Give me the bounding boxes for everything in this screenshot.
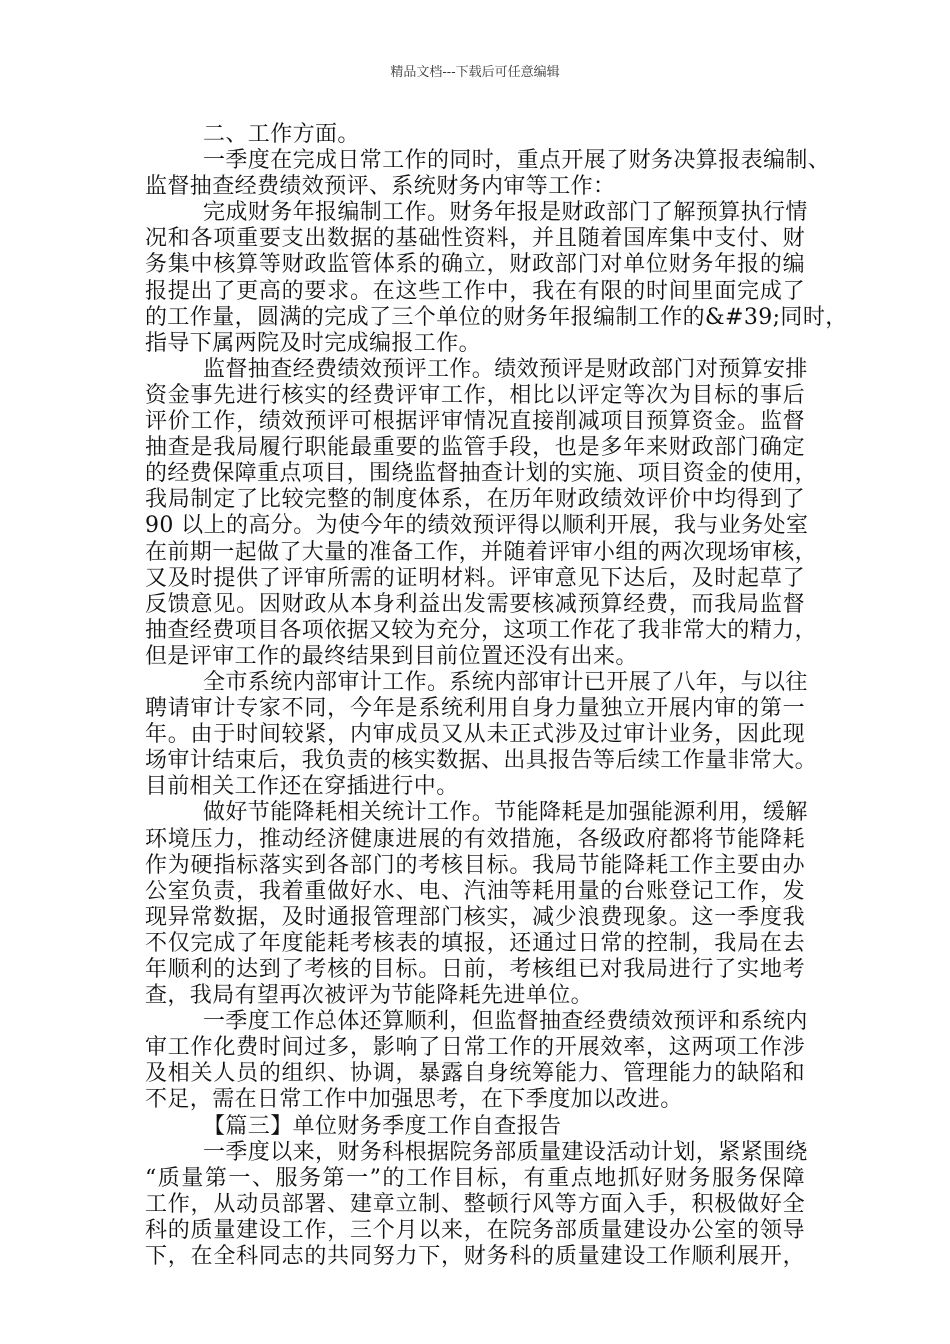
- text-line: 科的质量建设工作，三个月以来，在院务部质量建设办公室的领导: [145, 1217, 805, 1243]
- text-line: 现异常数据，及时通报管理部门核实，减少浪费现象。这一季度我: [145, 904, 805, 930]
- text-line: 环境压力，推动经济健康进展的有效措施，各级政府都将节能降耗: [145, 826, 805, 852]
- text-line: 指导下属两院及时完成编报工作。: [145, 330, 482, 356]
- text-line: 作为硬指标落实到各部门的考核目标。我局节能降耗工作主要由办: [145, 852, 805, 878]
- text-line: 【篇三】单位财务季度工作自查报告: [203, 1113, 562, 1139]
- text-line: 资金事先进行核实的经费评审工作，相比以评定等次为目标的事后: [145, 382, 805, 408]
- text-line: 查，我局有望再次被评为节能降耗先进单位。: [145, 983, 594, 1009]
- page-header: 精品文档---下载后可任意编辑: [390, 65, 560, 80]
- text-line: 及相关人员的组织、协调，暴露自身统筹能力、管理能力的缺陷和: [145, 1061, 805, 1087]
- text-line: 在前期一起做了大量的准备工作，并随着评审小组的两次现场审核，: [145, 539, 818, 565]
- text-line: 况和各项重要支出数据的基础性资料，并且随着国库集中支付、财: [145, 226, 805, 252]
- text-line: 的工作量，圆满的完成了三个单位的财务年报编制工作的&#39;同时，: [145, 304, 848, 330]
- text-line: 工作，从动员部署、建章立制、整顿行风等方面入手，积极做好全: [145, 1191, 805, 1217]
- text-line: 监督抽查经费绩效预评、系统财务内审等工作：: [145, 174, 616, 200]
- text-line: 目前相关工作还在穿插进行中。: [145, 774, 459, 800]
- text-line: 场审计结束后，我负责的核实数据、出具报告等后续工作量非常大。: [145, 748, 818, 774]
- text-line: 又及时提供了评审所需的证明材料。评审意见下达后，及时起草了: [145, 565, 805, 591]
- text-line: 务集中核算等财政监管体系的确立，财政部门对单位财务年报的编: [145, 252, 805, 278]
- text-line: 审工作化费时间过多，影响了日常工作的开展效率，这两项工作涉: [145, 1035, 805, 1061]
- text-line: 90 以上的高分。为使今年的绩效预评得以顺利开展，我与业务处室: [145, 513, 809, 539]
- text-line: 二、工作方面。: [203, 122, 360, 147]
- text-line: 聘请审计专家不同，今年是系统利用自身力量独立开展内审的第一: [145, 696, 805, 722]
- document-body: [145, 122, 848, 1270]
- text-line: 报提出了更高的要求。在这些工作中，我在有限的时间里面完成了: [145, 278, 805, 304]
- text-line: 全市系统内部审计工作。系统内部审计已开展了八年，与以往: [203, 669, 808, 695]
- text-line: 评价工作，绩效预评可根据评审情况直接削减项目预算资金。监督: [145, 409, 805, 435]
- text-line: 完成财务年报编制工作。财务年报是财政部门了解预算执行情: [203, 200, 808, 226]
- text-line: 下，在全科同志的共同努力下，财务科的质量建设工作顺利展开，: [145, 1244, 805, 1270]
- text-line: 抽查是我局履行职能最重要的监管手段，也是多年来财政部门确定: [145, 435, 805, 461]
- text-line: 年。由于时间较紧，内审成员又从未正式涉及过审计业务，因此现: [145, 722, 805, 748]
- text-line: 做好节能降耗相关统计工作。节能降耗是加强能源利用，缓解: [203, 800, 808, 826]
- text-line: 一季度在完成日常工作的同时，重点开展了财务决算报表编制、: [203, 148, 831, 174]
- text-line: 一季度以来，财务科根据院务部质量建设活动计划，紧紧围绕: [203, 1139, 808, 1165]
- text-line: 反馈意见。因财政从本身利益出发需要核减预算经费，而我局监督: [145, 591, 805, 617]
- text-line: 公室负责，我着重做好水、电、汽油等耗用量的台账登记工作，发: [145, 878, 805, 904]
- text-line: 一季度工作总体还算顺利，但监督抽查经费绩效预评和系统内: [203, 1009, 808, 1035]
- text-line: 年顺利的达到了考核的目标。日前，考核组已对我局进行了实地考: [145, 957, 805, 982]
- text-line: 但是评审工作的最终结果到目前位置还没有出来。: [145, 643, 638, 669]
- text-line: 的经费保障重点项目，围绕监督抽查计划的实施、项目资金的使用，: [145, 461, 818, 487]
- text-line: 不足，需在日常工作中加强思考，在下季度加以改进。: [145, 1087, 683, 1113]
- text-line: 我局制定了比较完整的制度体系，在历年财政绩效评价中均得到了: [145, 487, 805, 513]
- text-line: “质量第一、服务第一”的工作目标，有重点地抓好财务服务保障: [145, 1165, 805, 1191]
- text-line: 不仅完成了年度能耗考核表的填报，还通过日常的控制，我局在去: [145, 930, 805, 956]
- text-line: 抽查经费项目各项依据又较为充分，这项工作花了我非常大的精力，: [145, 617, 818, 643]
- text-line: 监督抽查经费绩效预评工作。绩效预评是财政部门对预算安排: [203, 356, 808, 382]
